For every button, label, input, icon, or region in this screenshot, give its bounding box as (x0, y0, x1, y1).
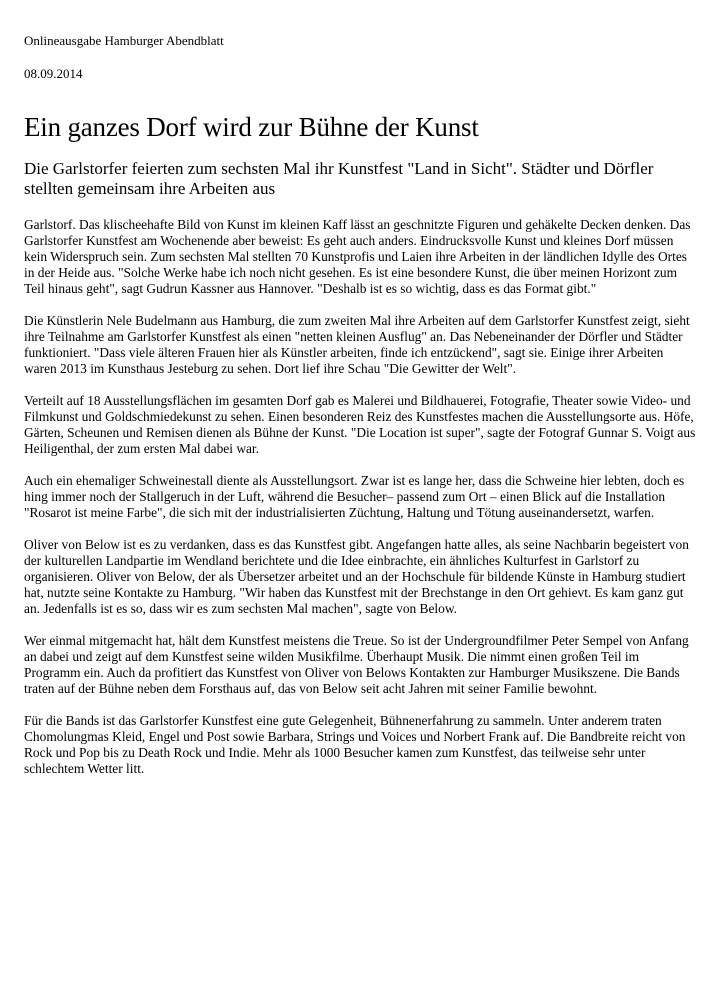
publication-date: 08.09.2014 (24, 66, 83, 81)
article-paragraph: Die Künstlerin Nele Budelmann aus Hamburg, die zum zweiten Mal ihre Arbeiten auf dem Garlstorfer Kunstfest zeigt, sieht ihre Teilnahme am Garlstorfer Kunstfest als einen "netten kleinen Ausflug" an. Das Nebeneinander der Dörfler und Städter funktioniert. "Dass viele älteren Frauen hier als Künstler arbeiten, finde ich entzückend", sagt sie. Einige ihrer Arbeiten waren 2013 im Kunsthaus Jesteburg zu sehen. Dort lief ihre Schau "Die Gewitter der Welt". (24, 313, 690, 376)
publication-source: Onlineausgabe Hamburger Abendblatt (24, 33, 224, 48)
article-paragraph: Für die Bands ist das Garlstorfer Kunstfest eine gute Gelegenheit, Bühnenerfahrung zu sammeln. Unter anderem traten Chomolungmas Kleid, Engel und Post sowie Barbara, Strings und Voices und Norbert Frank auf. Die Bandbreite reicht von Rock und Pop bis zu Death Rock und Indie. Mehr als 1000 Besucher kamen zum Kunstfest, das teilweise sehr unter schlechtem Wetter litt. (24, 713, 686, 776)
article-paragraph: Auch ein ehemaliger Schweinestall diente als Ausstellungsort. Zwar ist es lange her, dass die Schweine hier lebten, doch es hing immer noch der Stallgeruch in der Luft, während die Besucher– passend zum Ort – einen Blick auf die Installation "Rosarot ist meine Farbe", die sich mit der industrialisierten Züchtung, Haltung und Tötung auseinandersetzt, warfen. (24, 473, 685, 520)
article-paragraph: Oliver von Below ist es zu verdanken, dass es das Kunstfest gibt. Angefangen hatte alles, als seine Nachbarin begeistert von der kulturellen Landpartie im Wendland berichtete und die Idee einbrachte, ein ähnliches Kulturfest in Garlstorf zu organisieren. Oliver von Below, der als Übersetzer arbeitet und an der Hochschule für bildende Künste in Hamburg studiert hat, nutzte seine Kontakte zu Hamburg. "Wir haben das Kunstfest mit der Brechstange in den Ort gehievt. Es kam ganz gut an. Jedenfalls ist es so, dass wir es zum sechsten Mal machen", sagte von Below. (24, 537, 689, 616)
article-title: Ein ganzes Dorf wird zur Bühne der Kunst (24, 112, 479, 142)
article-paragraph: Wer einmal mitgemacht hat, hält dem Kunstfest meistens die Treue. So ist der Undergroundfilmer Peter Sempel von Anfang an dabei und zeigt auf dem Kunstfest seine wilden Musikfilme. Überhaupt Musik. Die nimmt einen großen Teil im Programm ein. Auch da profitiert das Kunstfest von Oliver von Belows Kontakten zur Hamburger Musikszene. Die Bands traten auf der Bühne neben dem Forsthaus auf, das von Below seit acht Jahren mit seiner Familie bewohnt. (24, 633, 689, 696)
article-body (24, 217, 696, 777)
article-paragraph: Verteilt auf 18 Ausstellungsflächen im gesamten Dorf gab es Malerei und Bildhauerei, Fotografie, Theater sowie Video- und Filmkunst und Goldschmiedekunst zu sehen. Einen besonderen Reiz des Kunstfestes machen die Ausstellungsorte aus. Höfe, Gärten, Scheunen und Remisen dienen als Bühne der Kunst. "Die Location ist super", sagte der Fotograf Gunnar S. Voigt aus Heiligenthal, der zum ersten Mal dabei war. (24, 393, 696, 456)
article-paragraph: Garlstorf. Das klischeehafte Bild von Kunst im kleinen Kaff lässt an geschnitzte Figuren und gehäkelte Decken denken. Das Garlstorfer Kunstfest am Wochenende aber beweist: Es geht auch anders. Eindrucksvolle Kunst und kleines Dorf müssen kein Widerspruch sein. Zum sechsten Mal stellten 70 Kunstprofis und Laien ihre Arbeiten in der ländlichen Idylle des Ortes in der Heide aus. "Solche Werke habe ich noch nicht gesehen. Es ist eine besondere Kunst, die über meinen Horizont zum Teil hinaus geht", sagt Gudrun Kassner aus Hannover. "Deshalb ist es so wichtig, dass es das Format gibt." (24, 217, 691, 296)
article-subtitle: Die Garlstorfer feierten zum sechsten Mal ihr Kunstfest "Land in Sicht". Städter und Dörfler stellten gemeinsam ihre Arbeiten aus (24, 159, 654, 198)
